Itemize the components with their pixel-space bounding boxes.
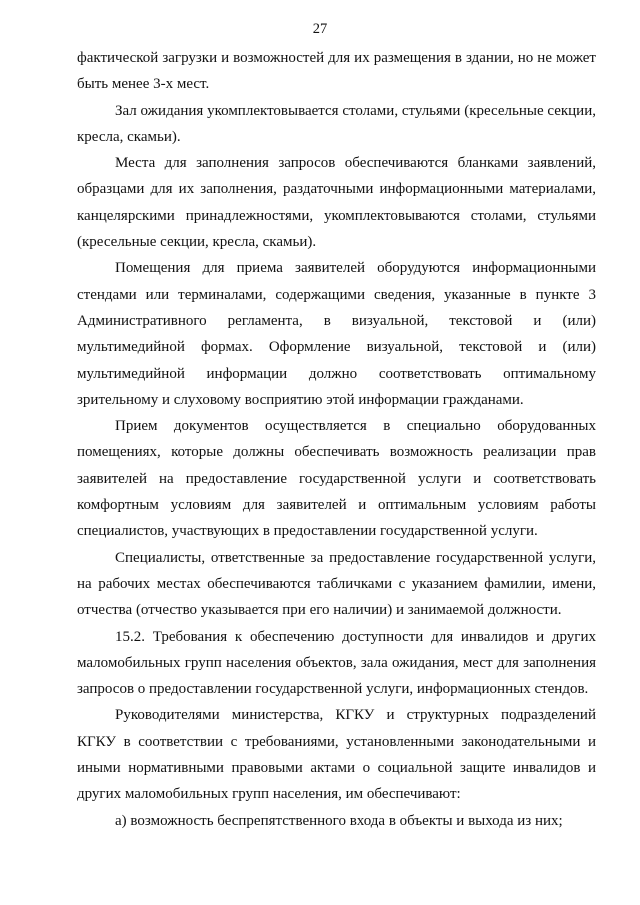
paragraph-1-continued: фактической загрузки и возможностей для их размещения в здании, но не может быть менее 3-х мест. [77, 50, 596, 93]
paragraph-section-15-2: 15.2. Требования к обеспечению доступности для инвалидов и других маломобильных групп населения объектов, зала ожидания, мест для заполнения запросов о предоставлении государственной услуги, информационных стендов. [77, 628, 596, 698]
document-body [77, 45, 596, 834]
page-number: 27 [312, 21, 328, 37]
paragraph-heads-ensure: Руководителями министерства, КГКУ и структурных подразделений КГКУ в соответствии с требованиями, установленными законодательными и иными нормативными правовыми актами о социальной защите инвалидов и других маломобильных групп населения, им обеспечивают: [77, 707, 596, 803]
paragraph-waiting-room: Зал ожидания укомплектовывается столами, стульями (кресельные секции, кресла, скамьи). [77, 102, 596, 145]
paragraph-request-places: Места для заполнения запросов обеспечиваются бланками заявлений, образцами для их заполнения, раздаточными информационными материалами, канцелярскими принадлежностями, укомплектовываются столами, стульями (кресельные секции, кресла, скамьи). [77, 155, 596, 251]
paragraph-reception-rooms: Помещения для приема заявителей оборудуются информационными стендами или терминалами, содержащими сведения, указанные в пункте 3 Административного регламента, в визуальной, текстовой и (или) мультимедийной формах. Оформление визуальной, текстовой и (или) мультимедийной информации должно соответствовать оптимальному зрительному и слуховому восприятию этой информации гражданами. [77, 260, 596, 408]
list-item-a: а) возможность беспрепятственного входа в объекты и выхода из них; [115, 812, 563, 829]
paragraph-document-reception: Прием документов осуществляется в специально оборудованных помещениях, которые должны обеспечивать возможность реализации прав заявителей на предоставление государственной услуги и соответствовать комфортным условиям для заявителей и оптимальным условиям работы специалистов, участвующих в предоставлении государственной услуги. [77, 418, 596, 540]
paragraph-specialists: Специалисты, ответственные за предоставление государственной услуги, на рабочих местах обеспечиваются табличками с указанием фамилии, имени, отчества (отчество указывается при его наличии) и занимаемой должности. [77, 549, 596, 619]
